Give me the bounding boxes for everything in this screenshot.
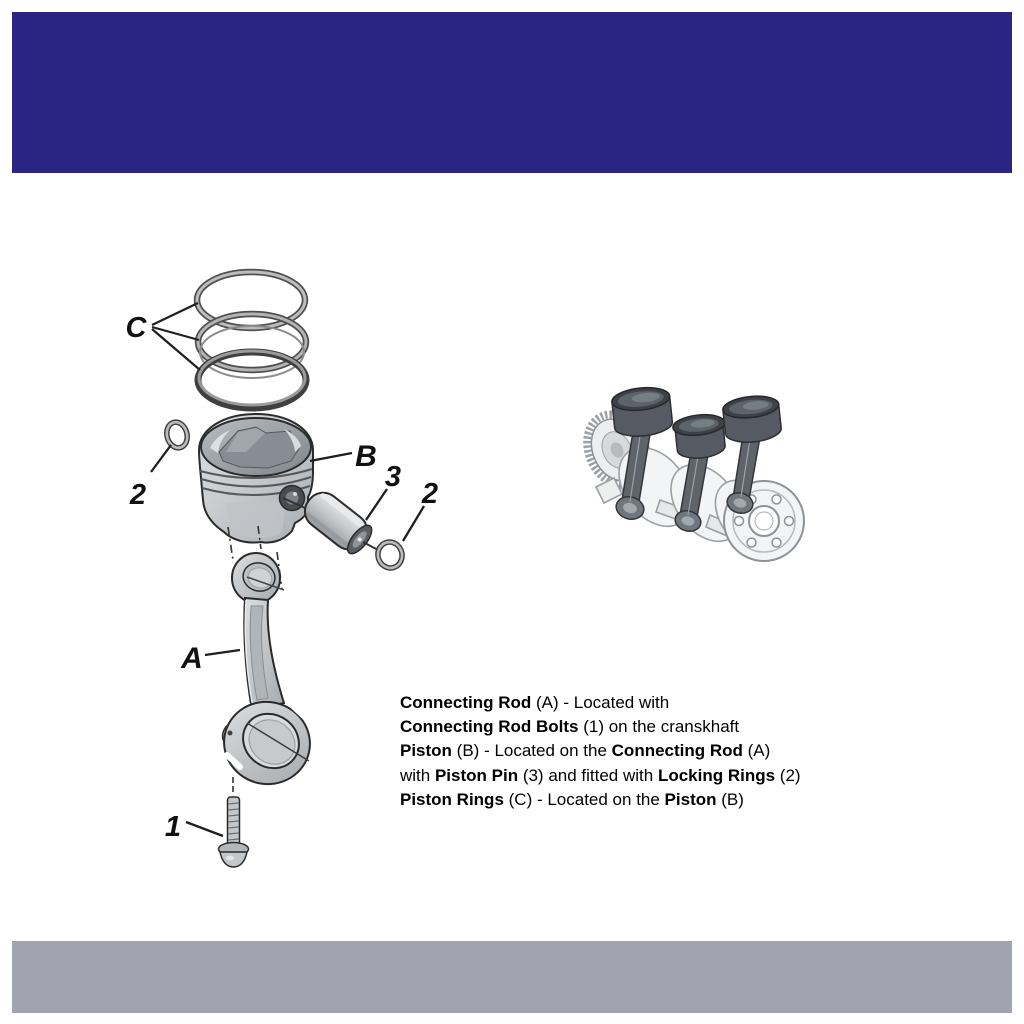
rod-bolt-illustration [186,777,249,867]
leader-line-piston [310,453,352,461]
callout-label-rod-bolt: 1 [164,811,182,843]
callout-label-piston-rings: C [125,312,147,344]
locking-ring-left-illustration [164,420,190,450]
description-line: with Piston Pin (3) and fitted with Locking Rings (2) [400,765,801,785]
leader-line-rings-top [152,303,198,325]
description-line: Connecting Rod Bolts (1) on the cranskhaft [400,717,740,737]
bolt-head-dome [220,852,247,867]
crankshaft-assembly-illustration [576,385,804,564]
description-line: Piston (B) - Located on the Connecting Rod (A) [400,741,771,761]
leader-line-bolt [186,822,223,836]
connecting-rod-illustration [205,553,318,792]
callout-label-piston-pin: 3 [384,461,402,493]
locking-ring-right-illustration [375,539,405,570]
leader-line-rings-middle [152,327,199,340]
piston-pin-illustration [298,486,377,558]
description-line: Connecting Rod (A) - Located with [400,693,670,712]
description-line: Piston Rings (C) - Located on the Piston (B) [400,789,744,809]
leader-line-pin [366,489,387,520]
leader-line-rings-bottom [152,329,200,370]
callout-label-locking-ring-right: 2 [421,478,439,510]
callout-label-piston: B [355,440,377,473]
leader-line-rod [205,650,240,655]
description-text [400,691,900,812]
callout-label-locking-ring-left: 2 [129,479,147,511]
leader-line-lock-left [151,445,171,472]
leader-line-lock-right [403,506,424,541]
piston-rings-illustration [152,272,306,408]
callout-label-connecting-rod: A [181,642,203,675]
